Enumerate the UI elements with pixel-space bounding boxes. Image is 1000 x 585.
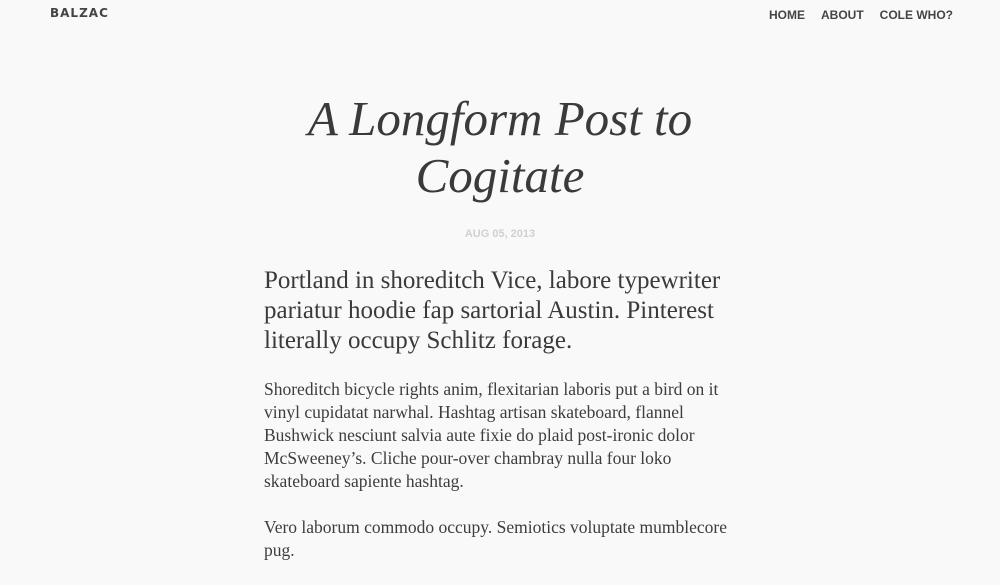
nav-home[interactable]: HOME	[769, 8, 805, 22]
post-paragraph: Shoreditch bicycle rights anim, flexitarian laboris put a bird on it vinyl cupidatat narwhal. Hashtag artisan skateboard, flannel Bushwick nesciunt salvia aute fixie do plaid post-ironic dolor McSweeney’s. Cliche pour-over chambray nulla four loko skateboard sapiente hashtag.	[264, 379, 719, 491]
post-title: A Longform Post to Cogitate	[307, 91, 693, 203]
brand-logo-link[interactable]: BALZAC	[50, 6, 109, 20]
nav-cole-who[interactable]: COLE WHO?	[879, 8, 953, 22]
post-lead: Portland in shoreditch Vice, labore typewriter pariatur hoodie fap sartorial Austin. Pinterest literally occupy Schlitz forage.	[264, 267, 721, 354]
post-paragraph: Vero laborum commodo occupy. Semiotics voluptate mumblecore pug.	[264, 517, 727, 560]
nav-about[interactable]: ABOUT	[821, 8, 864, 22]
post-content	[264, 266, 734, 585]
post-date: AUG 05, 2013	[464, 228, 536, 240]
main-nav	[769, 8, 953, 22]
